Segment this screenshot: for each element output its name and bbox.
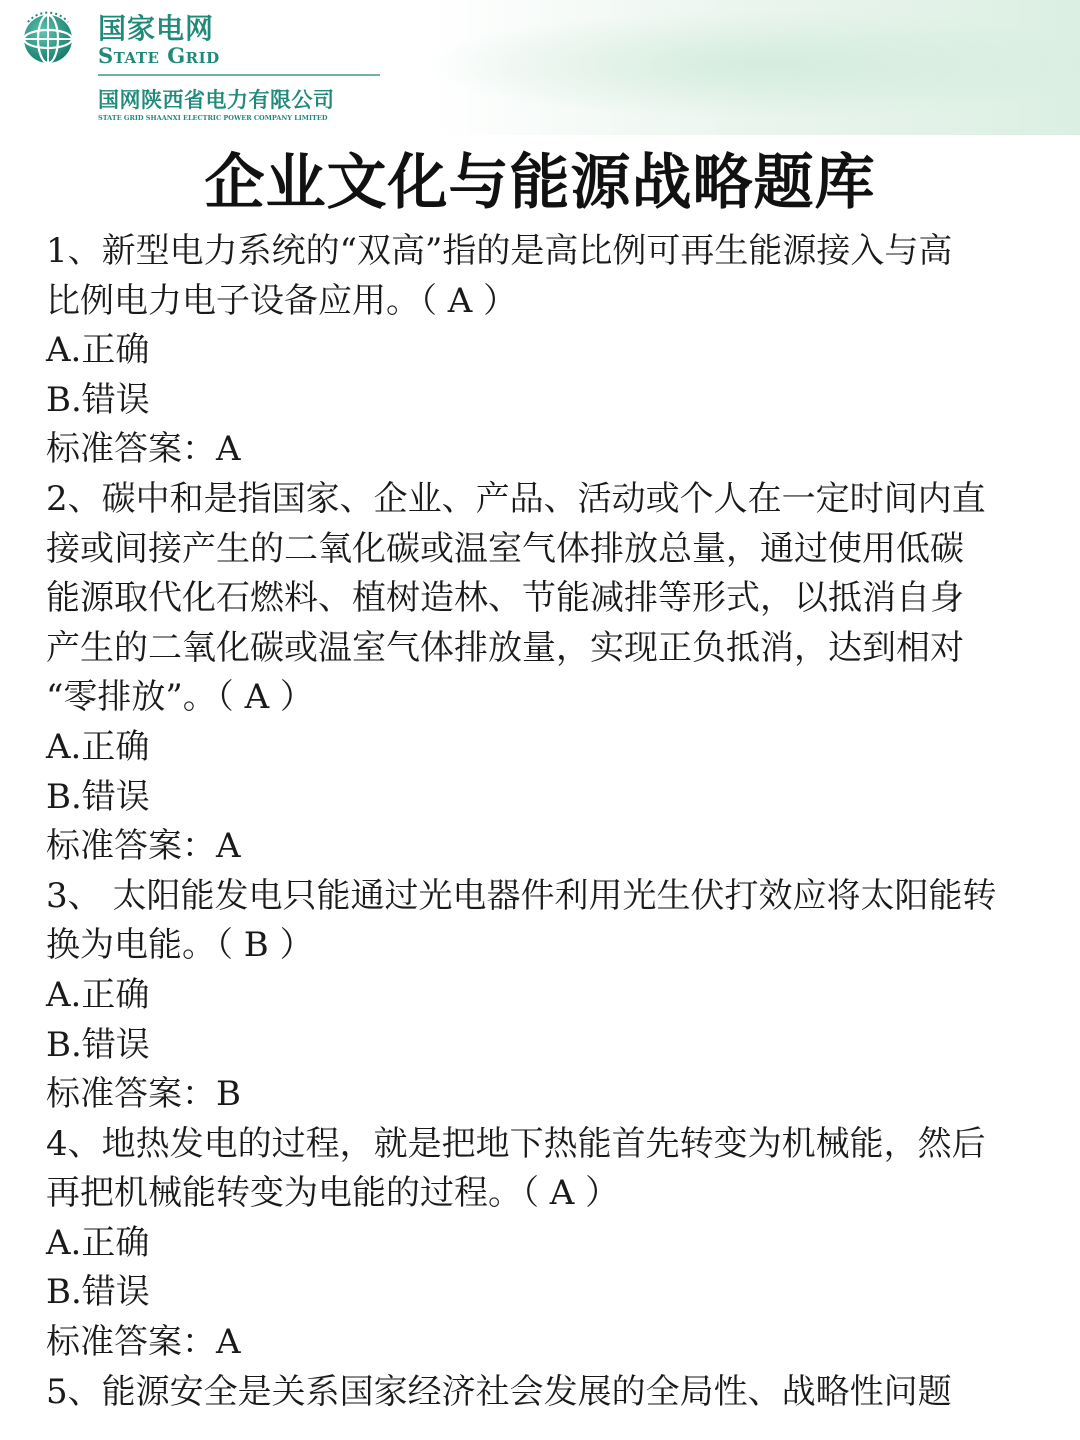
option-line: B.错误 xyxy=(46,379,150,420)
brand-name-cn: 国家电网 xyxy=(98,12,215,45)
question-line: 5、能源安全是关系国家经济社会发展的全局性、战略性问题 xyxy=(46,1371,952,1412)
letterhead xyxy=(0,0,1080,135)
answer-line: 标准答案：A xyxy=(46,826,241,867)
company-name-cn: 国网陕西省电力有限公司 xyxy=(98,88,335,112)
question-line: 3、 太阳能发电只能通过光电器件利用光生伏打效应将太阳能转 xyxy=(46,875,997,916)
question-line: 产生的二氧化碳或温室气体排放量，实现正负抵消，达到相对 xyxy=(46,627,964,668)
question-line: 比例电力电子设备应用。（ A ） xyxy=(46,280,518,321)
question-line: 1、新型电力系统的“双高”指的是高比例可再生能源接入与高 xyxy=(46,231,953,271)
answer-line: 标准答案：A xyxy=(46,429,241,470)
option-line: A.正确 xyxy=(46,1222,150,1263)
question-line: 接或间接产生的二氧化碳或温室气体排放总量，通过使用低碳 xyxy=(46,528,964,569)
option-line: B.错误 xyxy=(46,776,150,817)
question-line: 再把机械能转变为电能的过程。（ A ） xyxy=(46,1173,620,1214)
option-line: B.错误 xyxy=(46,1272,150,1313)
option-line: B.错误 xyxy=(46,1024,150,1065)
answer-line: 标准答案：B xyxy=(46,1074,241,1115)
company-name-en: STATE GRID SHAANXI ELECTRIC POWER COMPANY LIMITED xyxy=(98,114,328,122)
question-line: 2、碳中和是指国家、企业、产品、活动或个人在一定时间内直 xyxy=(46,478,986,519)
option-line: A.正确 xyxy=(46,974,150,1015)
question-line: 换为电能。（ B ） xyxy=(46,925,314,966)
question-line: “零排放”。（ A ） xyxy=(46,677,314,718)
question-line: 4、地热发电的过程，就是把地下热能首先转变为机械能，然后 xyxy=(46,1123,986,1164)
brand-name-en: State Grid xyxy=(98,43,220,68)
option-line: A.正确 xyxy=(46,726,150,767)
header-decoration xyxy=(420,10,1080,120)
brand-divider xyxy=(98,74,380,76)
state-grid-globe-logo-icon xyxy=(18,8,78,68)
question-line: 能源取代化石燃料、植树造林、节能减排等形式，以抵消自身 xyxy=(46,578,964,619)
question-list xyxy=(46,227,1036,1417)
page-title: 企业文化与能源战略题库 xyxy=(204,148,876,218)
option-line: A.正确 xyxy=(46,330,150,371)
answer-line: 标准答案：A xyxy=(46,1322,241,1363)
